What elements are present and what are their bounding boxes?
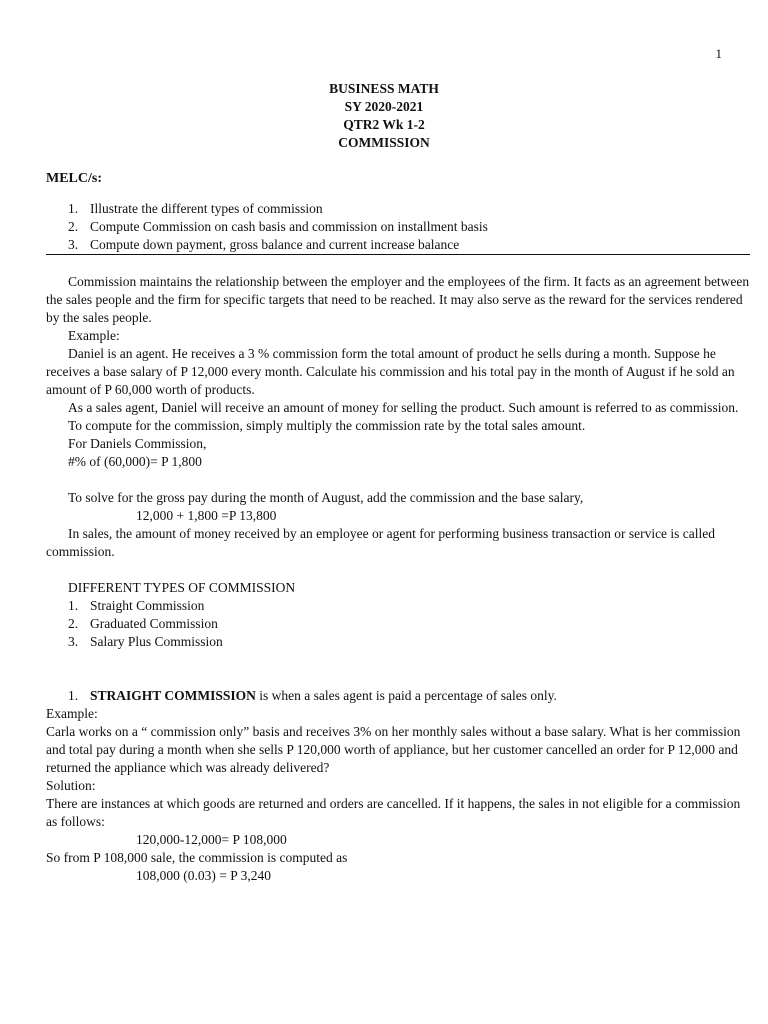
- page-number: 1: [715, 46, 722, 61]
- melc-item-number: 1.: [68, 201, 79, 216]
- straight-commission-definition: is when a sales agent is paid a percentage of sales only.: [255, 688, 557, 703]
- gross-pay-text: To solve for the gross pay during the month of August, add the commission and the base salary,: [68, 490, 584, 505]
- type-item-number: 3.: [68, 634, 79, 649]
- type-item: [46, 615, 752, 633]
- daniel-explanation: As a sales agent, Daniel will receive an amount of money for selling the product. Such amount is referred to as commission.: [68, 400, 739, 415]
- carla-commission-calc: 108,000 (0.03) = P 3,240: [136, 868, 271, 883]
- melc-item-number: 2.: [68, 219, 79, 234]
- straight-commission-number: 1.: [68, 688, 79, 703]
- melc-heading: MELC/s:: [46, 171, 102, 186]
- melc-list: [68, 200, 748, 254]
- type-item-text: Graduated Commission: [90, 616, 218, 631]
- solution-label: Solution:: [46, 778, 96, 793]
- title-topic: COMMISSION: [338, 135, 430, 150]
- type-item: [46, 633, 752, 651]
- straight-commission-term: STRAIGHT COMMISSION: [90, 688, 256, 703]
- example-label: Example:: [68, 328, 120, 343]
- solution-text: There are instances at which goods are returned and orders are cancelled. If it happens, the sales in not eligible for a commission as follows:: [46, 796, 741, 829]
- body-text: [46, 273, 752, 885]
- type-item: [46, 597, 752, 615]
- melc-item-number: 3.: [68, 237, 79, 252]
- daniel-problem: Daniel is an agent. He receives a 3 % commission form the total amount of product he sells during a month. Suppose he receives a base salary of P 12,000 every month. Calculate his commission and his total pay in the month of August if he sold an amount of P 60,000 worth of products.: [46, 346, 735, 397]
- melc-item: [68, 218, 748, 236]
- title-block: [0, 80, 768, 152]
- title-school-year: SY 2020-2021: [344, 99, 424, 114]
- straight-example-label: Example:: [46, 706, 98, 721]
- melc-item: [68, 236, 748, 254]
- melc-item-text: Compute Commission on cash basis and commission on installment basis: [90, 219, 488, 234]
- intro-paragraph: Commission maintains the relationship between the employer and the employees of the firm. It facts as an agreement between the sales people and the firm for specific targets that need to be reached. It may also serve as the reward for the services rendered by the sales people.: [46, 274, 750, 325]
- net-sales-calc: 120,000-12,000= P 108,000: [136, 832, 287, 847]
- commission-computed-text: So from P 108,000 sale, the commission is computed as: [46, 850, 348, 865]
- straight-commission-heading: [46, 687, 752, 705]
- type-item-number: 1.: [68, 598, 79, 613]
- melc-item-text: Compute down payment, gross balance and current increase balance: [90, 237, 460, 252]
- compute-rule: To compute for the commission, simply multiply the commission rate by the total sales amount.: [68, 418, 586, 433]
- section-divider: [46, 254, 750, 255]
- type-item-text: Straight Commission: [90, 598, 205, 613]
- title-subject: BUSINESS MATH: [329, 81, 439, 96]
- carla-problem: Carla works on a “ commission only” basis and receives 3% on her monthly sales without a base salary. What is her commission and total pay during a month when she sells P 120,000 worth of appliance, but her customer cancelled an order for P 12,000 and returned the appliance which was already delivered?: [46, 724, 741, 775]
- daniel-commission-calc: #% of (60,000)= P 1,800: [68, 454, 202, 469]
- melc-item-text: Illustrate the different types of commission: [90, 201, 323, 216]
- type-item-number: 2.: [68, 616, 79, 631]
- melc-item: [68, 200, 748, 218]
- type-item-text: Salary Plus Commission: [90, 634, 223, 649]
- commission-definition: In sales, the amount of money received by an employee or agent for performing business transaction or service is called commission.: [46, 526, 716, 559]
- types-heading: DIFFERENT TYPES OF COMMISSION: [68, 580, 296, 595]
- gross-pay-calc: 12,000 + 1,800 =P 13,800: [136, 508, 277, 523]
- title-quarter-week: QTR2 Wk 1-2: [343, 117, 425, 132]
- daniel-commission-label: For Daniels Commission,: [68, 436, 207, 451]
